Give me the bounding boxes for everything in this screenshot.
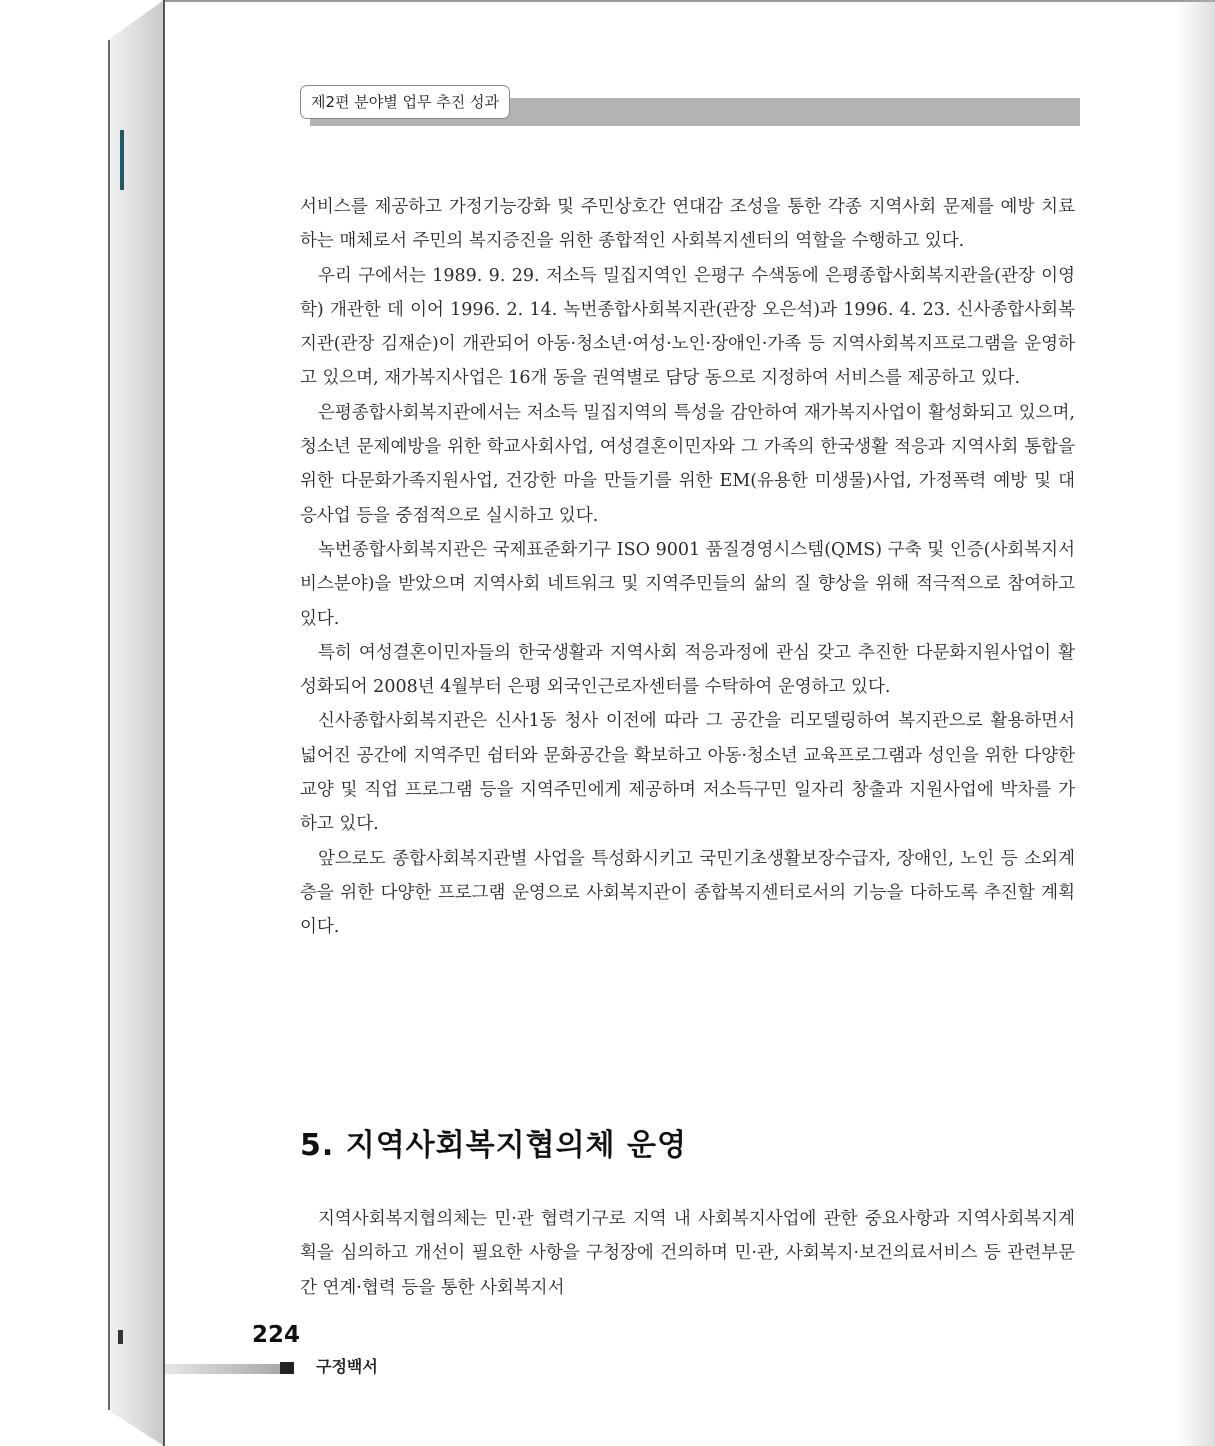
page-top-edge xyxy=(165,0,1215,2)
body-text xyxy=(300,190,1075,945)
book-spine xyxy=(108,0,164,1446)
paragraph: 특히 여성결혼이민자들의 한국생활과 지역사회 적응과정에 관심 갖고 추진한 다문화지원사업이 활성화되어 2008년 4월부터 은평 외국인근로자센터를 수탁하여 운영하고 있다. xyxy=(300,642,1075,698)
book-title: 구정백서 xyxy=(316,1357,378,1376)
paragraph: 서비스를 제공하고 가정기능강화 및 주민상호간 연대감 조성을 통한 각종 지역사회 문제를 예방 치료하는 매체로서 주민의 복지증진을 위한 종합적인 사회복지센터의 역할을 수행하고 있다. xyxy=(300,197,1075,252)
paragraph: 앞으로도 종합사회복지관별 사업을 특성화시키고 국민기초생활보장수급자, 장애인, 노인 등 소외계층을 위한 다양한 프로그램 운영으로 사회복지관이 종합복지센터로서의 기능을 다하도록 추진할 계획이다. xyxy=(300,848,1075,938)
paragraph: 은평종합사회복지관에서는 저소득 밀집지역의 특성을 감안하여 재가복지사업이 활성화되고 있으며, 청소년 문제예방을 위한 학교사회사업, 여성결혼이민자와 그 가족의 한국생활 적응과 지역사회 통합을 위한 다문화가족지원사업, 건강한 마을 만들기를 위한 EM(유용한 미생물)사업, 가정폭력 예방 및 대응사업 등을 중점적으로 실시하고 있다. xyxy=(300,402,1075,526)
spine-accent xyxy=(120,130,124,190)
paragraph: 신사종합사회복지관은 신사1동 청사 이전에 따라 그 공간을 리모델링하여 복지관으로 활용하면서 넓어진 공간에 지역주민 쉼터와 문화공간을 확보하고 아동·청소년 교육프로그램과 성인을 위한 다양한 교양 및 직업 프로그램 등을 지역주민에게 제공하며 저소득구민 일자리 창출과 지원사업에 박차를 가하고 있다. xyxy=(300,711,1075,835)
page-edge-shadow xyxy=(1177,0,1215,1446)
spine-edge xyxy=(108,40,110,1410)
section-body-text xyxy=(300,1202,1075,1305)
section-header-label: 제2편 분야별 업무 추진 성과 xyxy=(300,85,510,119)
page-number: 224 xyxy=(252,1322,301,1348)
footer-bar xyxy=(165,1364,280,1374)
spine-mark xyxy=(118,1330,123,1344)
footer-block xyxy=(280,1362,294,1374)
section-heading: 5. 지역사회복지협의체 운영 xyxy=(300,1128,687,1163)
paragraph: 지역사회복지협의체는 민·관 협력기구로 지역 내 사회복지사업에 관한 중요사항과 지역사회복지계획을 심의하고 개선이 필요한 사항을 구청장에 건의하며 민·관, 사회복지·보건의료서비스 등 관련부문간 연계·협력 등을 통한 사회복지서 xyxy=(300,1209,1075,1298)
paragraph: 우리 구에서는 1989. 9. 29. 저소득 밀집지역인 은평구 수색동에 은평종합사회복지관을(관장 이영학) 개관한 데 이어 1996. 2. 14. 녹번종합사회복지관(관장 오은석)과 1996. 4. 23. 신사종합사회복지관(관장 김재순)이 개관되어 아동·청소년·여성·노인·장애인·가족 등 지역사회복지프로그램을 운영하고 있으며, 재가복지사업은 16개 동을 권역별로 담당 동으로 지정하여 서비스를 제공하고 있다. xyxy=(300,265,1075,389)
paragraph: 녹번종합사회복지관은 국제표준화기구 ISO 9001 품질경영시스템(QMS) 구축 및 인증(사회복지서비스분야)을 받았으며 지역사회 네트워크 및 지역주민들의 삶의 질 향상을 위해 적극적으로 참여하고 있다. xyxy=(300,539,1075,629)
